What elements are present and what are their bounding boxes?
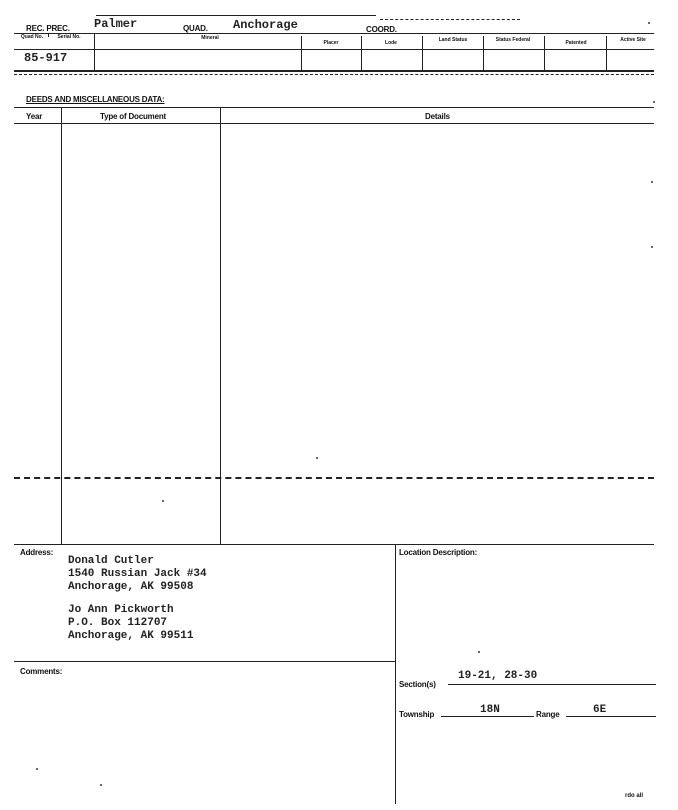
record-tick	[48, 33, 49, 37]
record-row-rule	[14, 70, 654, 72]
quad-label: QUAD.	[183, 24, 208, 33]
address-line: Anchorage, AK 99511	[68, 630, 194, 642]
range-label: Range	[536, 710, 560, 719]
scan-speck	[100, 784, 102, 786]
address-entry	[68, 555, 207, 594]
coord-dashed-rule	[380, 19, 520, 20]
scan-speck	[653, 101, 655, 103]
record-divider	[94, 33, 95, 70]
col-year: Year	[26, 112, 43, 121]
scan-speck	[651, 181, 653, 183]
rec-prec-value: Palmer	[94, 17, 138, 31]
col-land-status: Land Status	[438, 37, 468, 43]
address-line: Donald Cutler	[68, 555, 154, 567]
range-underline	[566, 716, 656, 717]
scan-speck	[478, 651, 480, 653]
address-line: Anchorage, AK 99508	[68, 581, 194, 593]
address-entry	[68, 604, 193, 643]
address-line: Jo Ann Pickworth	[68, 604, 174, 616]
col-quad-no: Quad No.	[20, 34, 44, 40]
location-label: Location Description:	[399, 548, 478, 557]
col-placer: Placer	[323, 40, 339, 46]
coord-label: COORD.	[366, 25, 397, 34]
address-bottom-rule	[14, 661, 395, 662]
col-active-site: Active Site	[620, 37, 646, 43]
deeds-header-rule	[14, 123, 654, 124]
record-divider	[483, 36, 484, 70]
record-divider	[361, 36, 362, 70]
col-lode: Lode	[385, 40, 397, 46]
rec-prec-label: REC. PREC.	[26, 24, 70, 33]
address-line: P.O. Box 112707	[68, 617, 168, 629]
header-bottom-rule	[14, 33, 654, 34]
sections-label: Section(s)	[399, 680, 436, 689]
col-patented: Patented	[565, 40, 587, 46]
deeds-dashed-rule	[14, 477, 654, 479]
township-label: Township	[399, 710, 435, 719]
sections-value: 19-21, 28-30	[458, 670, 538, 682]
deeds-title: DEEDS AND MISCELLANEOUS DATA:	[26, 95, 165, 104]
township-underline	[441, 716, 534, 717]
record-header-rule	[14, 49, 654, 50]
deeds-top-rule	[14, 107, 654, 108]
scan-speck	[648, 22, 650, 24]
record-divider	[422, 36, 423, 70]
quad-value: Anchorage	[233, 18, 298, 32]
record-number: 85-917	[24, 51, 68, 65]
footer-mark: rdo all	[625, 793, 644, 799]
col-status-federal: Status Federal	[495, 37, 531, 43]
header-top-rule	[96, 15, 376, 16]
address-label: Address:	[20, 548, 54, 557]
col-mineral: Mineral	[201, 35, 219, 41]
location-divider	[395, 544, 396, 804]
col-serial-no: Serial No.	[57, 34, 81, 40]
record-divider	[606, 36, 607, 70]
col-type-of-document: Type of Document	[100, 112, 166, 121]
township-value: 18N	[480, 704, 500, 716]
sections-underline	[448, 684, 656, 685]
record-divider	[544, 36, 545, 70]
range-value: 6E	[593, 704, 607, 716]
scan-speck	[651, 246, 653, 248]
scan-speck	[162, 500, 164, 502]
scan-speck	[36, 768, 38, 770]
scan-speck	[316, 457, 318, 459]
col-details: Details	[425, 112, 450, 121]
record-dashed-rule	[14, 74, 654, 75]
deeds-bottom-rule	[14, 544, 654, 545]
address-line: 1540 Russian Jack #34	[68, 568, 207, 580]
record-divider	[301, 36, 302, 70]
comments-label: Comments:	[20, 667, 63, 676]
